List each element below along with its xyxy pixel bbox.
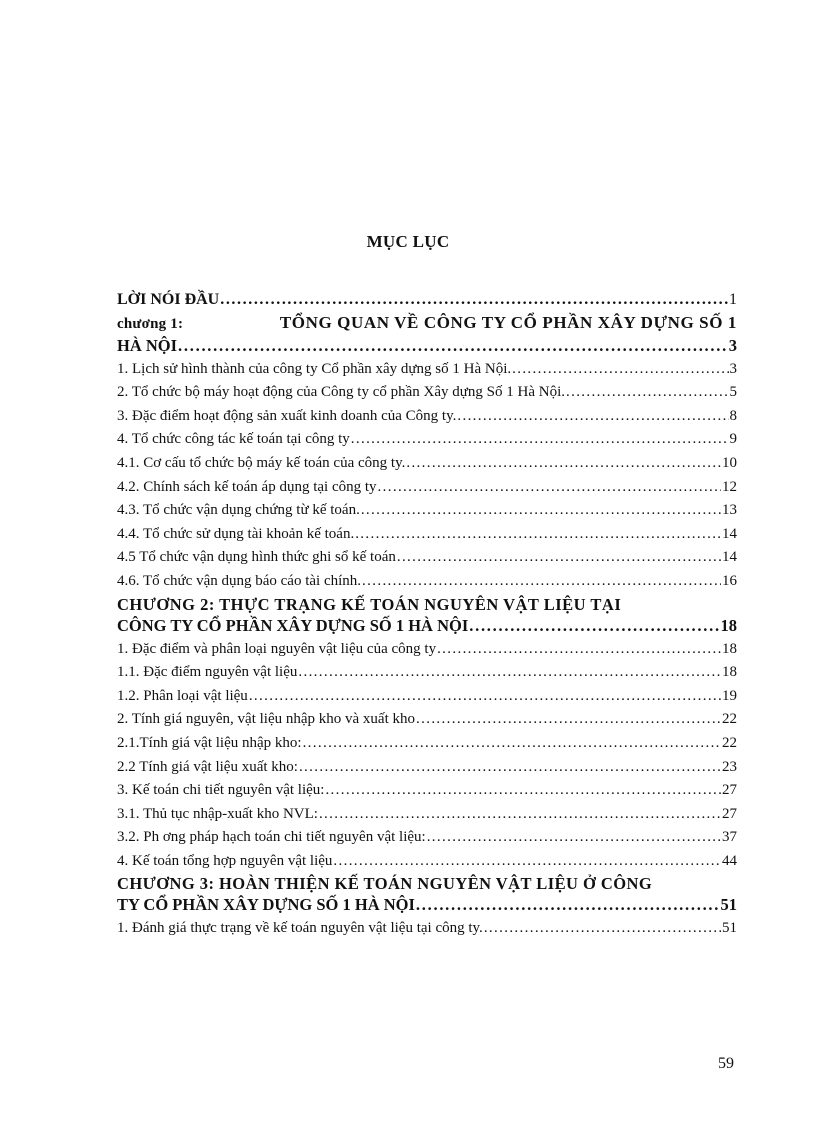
toc-page-number: 3	[728, 335, 737, 355]
toc-chapter-1-items	[117, 358, 737, 594]
toc-page-number: 44	[722, 852, 737, 869]
toc-entry-text: 2. Tính giá nguyên, vật liệu nhập kho và xuất kho	[117, 711, 416, 728]
toc-entry[interactable]	[117, 779, 737, 803]
toc-leader-dots	[351, 428, 729, 452]
chapter-title-line1: CHƯƠNG 2: THỰC TRẠNG KẾ TOÁN NGUYÊN VẬT LIỆU TẠI	[117, 594, 622, 614]
toc-entry[interactable]	[117, 638, 737, 662]
toc-entry[interactable]	[117, 732, 737, 756]
chapter-title-line1: TỔNG QUAN VỀ CÔNG TY CỔ PHẦN XÂY DỰNG SỐ 1	[279, 312, 737, 332]
toc-leader-dots	[303, 732, 721, 756]
toc-entry-text: 1.1. Đặc điểm nguyên vật liệu	[117, 664, 298, 681]
toc-page-number: 22	[722, 734, 737, 751]
chapter-title-line2: TY CỔ PHẦN XÂY DỰNG SỐ 1 HÀ NỘI	[117, 895, 415, 915]
toc-leader-dots	[566, 381, 729, 405]
toc-leader-dots	[362, 570, 721, 594]
toc-entry-text: 4.2. Chính sách kế toán áp dụng tại công ty	[117, 478, 377, 495]
toc-page-number: 27	[722, 805, 737, 822]
toc-leader-dots	[299, 756, 721, 780]
page-title: MỤC LỤC	[366, 232, 450, 251]
toc-page-number: 10	[722, 454, 737, 471]
toc-entry[interactable]	[117, 546, 737, 570]
toc-leader-dots	[437, 638, 721, 662]
toc-entry-text: 2.2 Tính giá vật liệu xuất kho:	[117, 758, 298, 775]
toc-entry-text: 4. Tổ chức công tác kế toán tại công ty	[117, 431, 350, 448]
toc-leader-dots	[333, 850, 721, 874]
toc-page-number: 14	[722, 525, 737, 542]
toc-entry-text: 1. Đánh giá thực trạng về kế toán nguyên vật liệu tại công ty.	[117, 920, 483, 937]
toc-page-number: 9	[729, 431, 737, 448]
toc-entry[interactable]	[117, 570, 737, 594]
toc-entry[interactable]	[117, 826, 737, 850]
toc-page-number: 22	[722, 711, 737, 728]
toc-leader-dots	[416, 894, 720, 915]
toc-page-number: 16	[722, 572, 737, 589]
chapter-title-line1: CHƯƠNG 3: HOÀN THIỆN KẾ TOÁN NGUYÊN VẬT LIỆU Ở CÔNG	[117, 874, 653, 894]
toc-entry-text: 4.4. Tổ chức sử dụng tài khoản kế toán.	[117, 525, 355, 542]
toc-entry[interactable]	[117, 661, 737, 685]
toc-leader-dots	[397, 546, 721, 570]
toc-entry[interactable]	[117, 803, 737, 827]
toc-entry[interactable]	[117, 476, 737, 500]
toc-entry[interactable]	[117, 452, 737, 476]
toc-leader-dots	[325, 779, 721, 803]
toc-page-number: 18	[720, 615, 737, 635]
toc-entry-text: 4.1. Cơ cấu tổ chức bộ máy kế toán của công ty.	[117, 454, 406, 471]
toc-entry[interactable]	[117, 381, 737, 405]
toc-entry-text: 2.1.Tính giá vật liệu nhập kho:	[117, 734, 302, 751]
toc-page-number: 12	[722, 478, 737, 495]
toc-entry-text: 4.3. Tổ chức vận dụng chứng từ kế toán.	[117, 502, 360, 519]
toc-leader-dots	[512, 358, 728, 382]
chapter-title-line2: CÔNG TY CỔ PHẦN XÂY DỰNG SỐ 1 HÀ NỘI	[117, 615, 469, 635]
toc-entry-text: 3.1. Thủ tục nhập-xuất kho NVL:	[117, 805, 318, 822]
page-number: 59	[718, 1055, 734, 1072]
toc-chapter-3-items	[117, 917, 737, 941]
toc-page-number: 3	[729, 360, 737, 377]
toc-entry-text: 3.2. Ph ơng pháp hạch toán chi tiết nguyên vật liệu:	[117, 829, 426, 846]
toc-entry-text: LỜI NÓI ĐẦU	[117, 291, 220, 308]
toc-leader-dots	[249, 685, 721, 709]
toc-entry[interactable]	[117, 917, 737, 941]
toc-leader-dots	[469, 615, 719, 636]
toc-leader-dots	[319, 803, 721, 827]
toc-chapter-2-items	[117, 638, 737, 874]
toc-page-number: 37	[722, 829, 737, 846]
toc-page-number: 8	[729, 407, 737, 424]
toc-leader-dots	[298, 661, 721, 685]
toc-chapter-3-line2[interactable]	[117, 894, 737, 915]
toc-entry-text: 1. Đặc điểm và phân loại nguyên vật liệu của công ty	[117, 640, 437, 657]
toc-entry[interactable]	[117, 756, 737, 780]
toc-leader-dots	[457, 405, 728, 429]
toc-entry-text: 3. Kế toán chi tiết nguyên vật liệu:	[117, 782, 325, 799]
toc-entry-text: 1.2. Phân loại vật liệu	[117, 687, 248, 704]
toc-page-number: 13	[722, 502, 737, 519]
chapter-prefix: chương 1:	[117, 315, 184, 332]
toc-page-number: 51	[720, 895, 737, 915]
toc-chapter-3-heading[interactable]	[117, 873, 737, 894]
toc-entry-text: 3. Đặc điểm hoạt động sản xuất kinh doanh của Công ty.	[117, 407, 457, 424]
toc-leader-dots	[406, 452, 721, 476]
toc-leader-dots	[427, 826, 721, 850]
toc-leader-dots	[416, 708, 721, 732]
toc-chapter-1-line2[interactable]	[117, 335, 737, 356]
toc-entry[interactable]	[117, 358, 737, 382]
toc-leader-dots	[220, 288, 728, 312]
toc-page-number: 19	[722, 687, 737, 704]
toc-entry[interactable]	[117, 523, 737, 547]
toc-page-number: 18	[722, 664, 737, 681]
toc-leader-dots	[178, 335, 728, 356]
toc-chapter-2-heading[interactable]	[117, 594, 737, 615]
toc-page-number: 14	[722, 549, 737, 566]
toc-entry-text: 2. Tổ chức bộ máy hoạt động của Công ty cổ phần Xây dựng Số 1 Hà Nội.	[117, 384, 565, 401]
toc-page-number: 23	[722, 758, 737, 775]
toc-leader-dots	[361, 499, 721, 523]
toc-entry[interactable]	[117, 499, 737, 523]
toc-page-number: 27	[722, 782, 737, 799]
toc-entry[interactable]	[117, 405, 737, 429]
toc-entry-text: 4. Kế toán tổng hợp nguyên vật liệu	[117, 852, 333, 869]
toc-leader-dots	[355, 523, 721, 547]
toc-entry[interactable]	[117, 428, 737, 452]
toc-entry-text: 4.5 Tổ chức vận dụng hình thức ghi sổ kế toán	[117, 549, 396, 566]
toc-entry[interactable]	[117, 850, 737, 874]
toc-page-number: 1	[729, 291, 737, 308]
chapter-title-line2: HÀ NỘI	[117, 335, 178, 355]
toc-page-number: 18	[722, 640, 737, 657]
toc-entry-text: 1. Lịch sử hình thành của công ty Cổ phần xây dựng số 1 Hà Nội.	[117, 360, 512, 377]
toc-entry-intro[interactable]	[117, 288, 737, 312]
toc-page-number: 5	[729, 384, 737, 401]
toc-entry[interactable]	[117, 708, 737, 732]
toc-leader-dots	[484, 917, 721, 941]
toc-entry[interactable]	[117, 685, 737, 709]
toc-leader-dots	[378, 476, 721, 500]
toc-chapter-1-heading[interactable]	[117, 312, 737, 335]
table-of-contents	[117, 288, 737, 941]
toc-chapter-2-line2[interactable]	[117, 615, 737, 636]
toc-entry-text: 4.6. Tổ chức vận dụng báo cáo tài chính.	[117, 572, 362, 589]
toc-page-number: 51	[722, 920, 737, 937]
